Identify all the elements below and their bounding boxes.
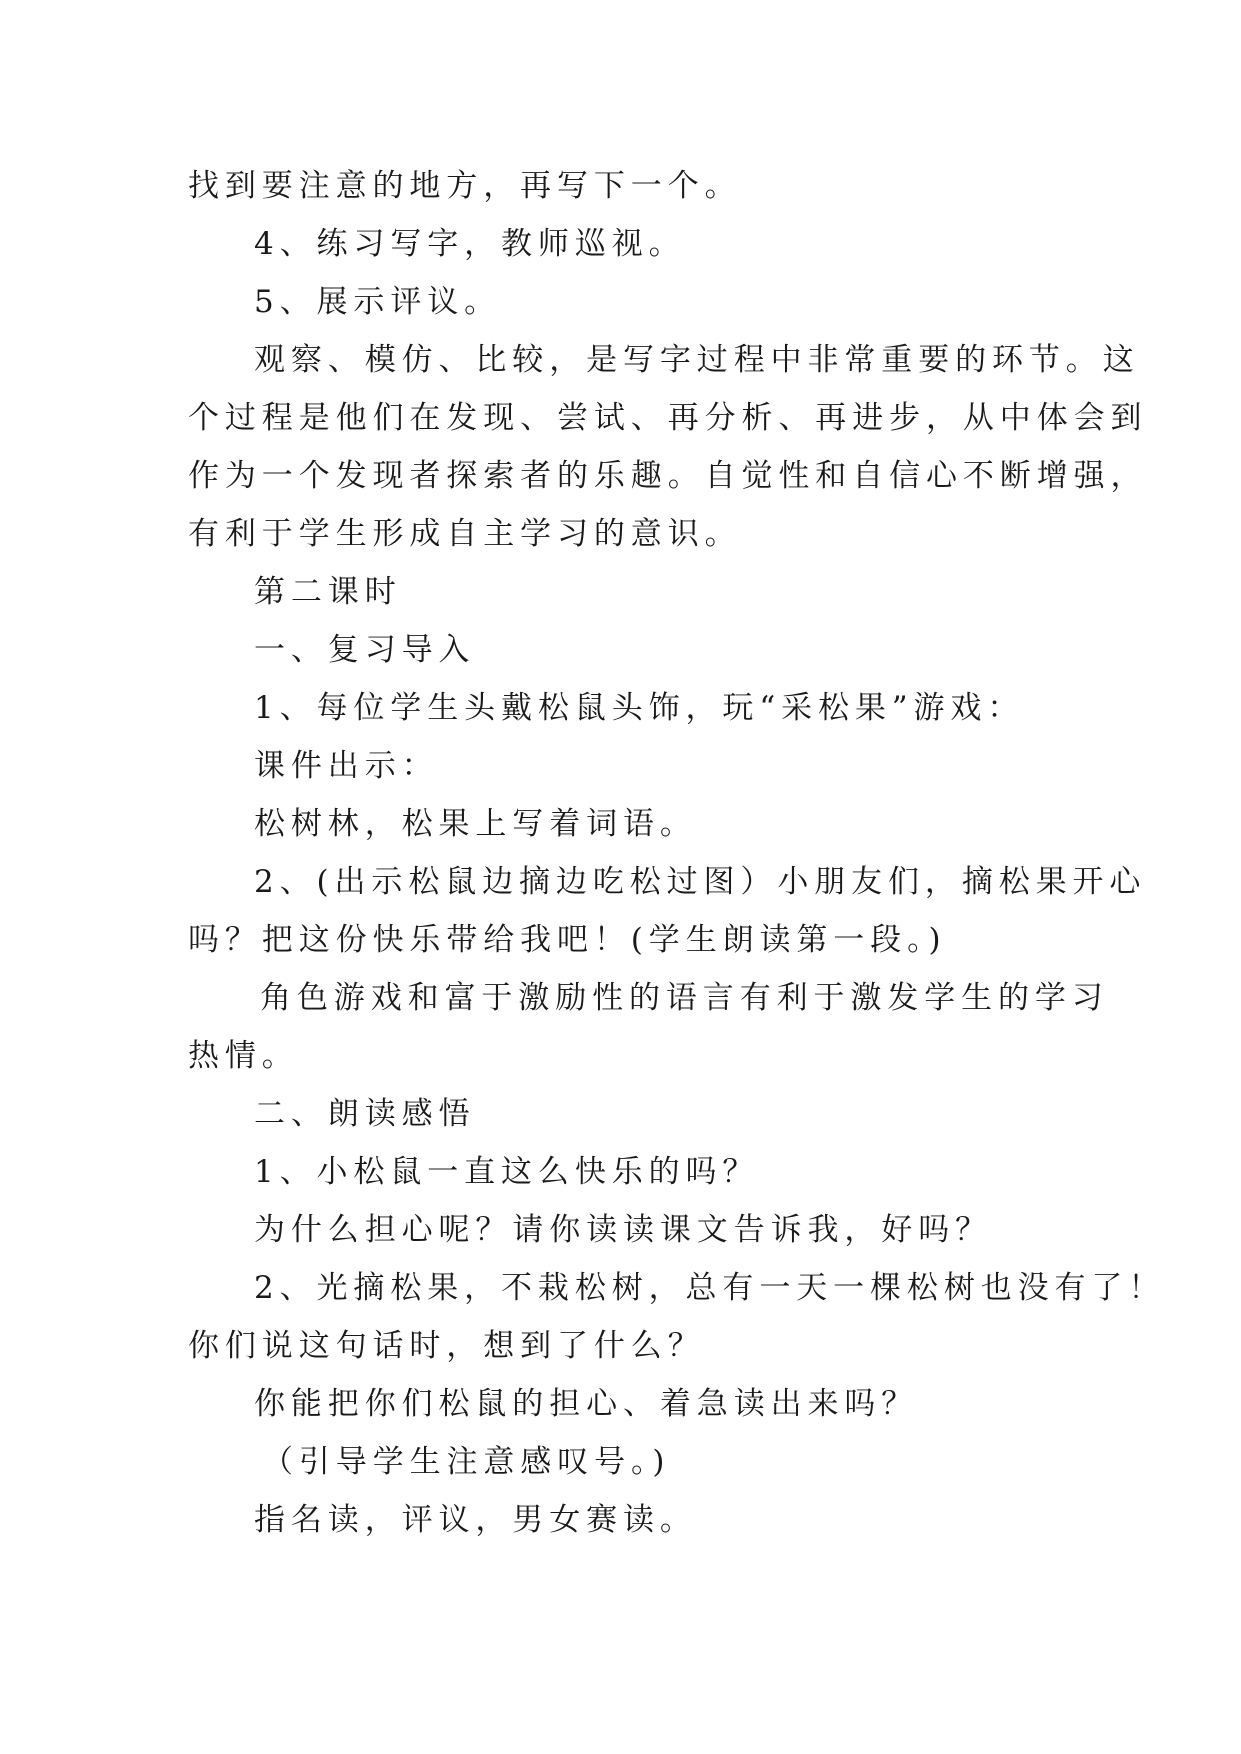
text-line: 你能把你们松鼠的担心、着急读出来吗？	[254, 1386, 919, 1422]
section-heading: 一、复习导入	[254, 632, 476, 668]
text-line: 吗？把这份快乐带给我吧！(学生朗读第一段。)	[188, 922, 947, 958]
text-line: 热情。	[188, 1038, 299, 1074]
text-line: 4、练习写字，教师巡视。	[254, 226, 686, 262]
text-line: 2、光摘松果，不栽松树，总有一天一棵松树也没有了！	[254, 1270, 1166, 1306]
text-line: 个过程是他们在发现、尝试、再分析、再进步，从中体会到	[188, 400, 1148, 436]
text-line: 松树林，松果上写着词语。	[254, 806, 697, 842]
text-line: 作为一个发现者探索者的乐趣。自觉性和自信心不断增强，	[188, 458, 1148, 494]
section-heading: 第二课时	[254, 574, 402, 610]
text-line: 观察、模仿、比较，是写字过程中非常重要的环节。这	[254, 342, 1140, 378]
text-line: 你们说这句话时，想到了什么？	[188, 1328, 705, 1364]
section-heading: 二、朗读感悟	[254, 1096, 476, 1132]
text-line: （引导学生注意感叹号。)	[262, 1444, 671, 1480]
text-line: 为什么担心呢？请你读读课文告诉我，好吗？	[254, 1212, 992, 1248]
text-line: 1、每位学生头戴松鼠头饰，玩“采松果”游戏：	[254, 690, 1025, 726]
text-line: 课件出示：	[254, 748, 439, 784]
text-line: 2、(出示松鼠边摘边吃松过图）小朋友们，摘松果开心	[254, 864, 1147, 900]
text-line: 5、展示评议。	[254, 284, 502, 320]
text-line: 指名读，评议，男女赛读。	[254, 1502, 697, 1538]
text-line: 1、小松鼠一直这么快乐的吗？	[254, 1154, 760, 1190]
text-line: 找到要注意的地方，再写下一个。	[188, 168, 742, 204]
text-line: 有利于学生形成自主学习的意识。	[188, 516, 742, 552]
text-line: 角色游戏和富于激励性的语言有利于激发学生的学习	[260, 980, 1109, 1016]
